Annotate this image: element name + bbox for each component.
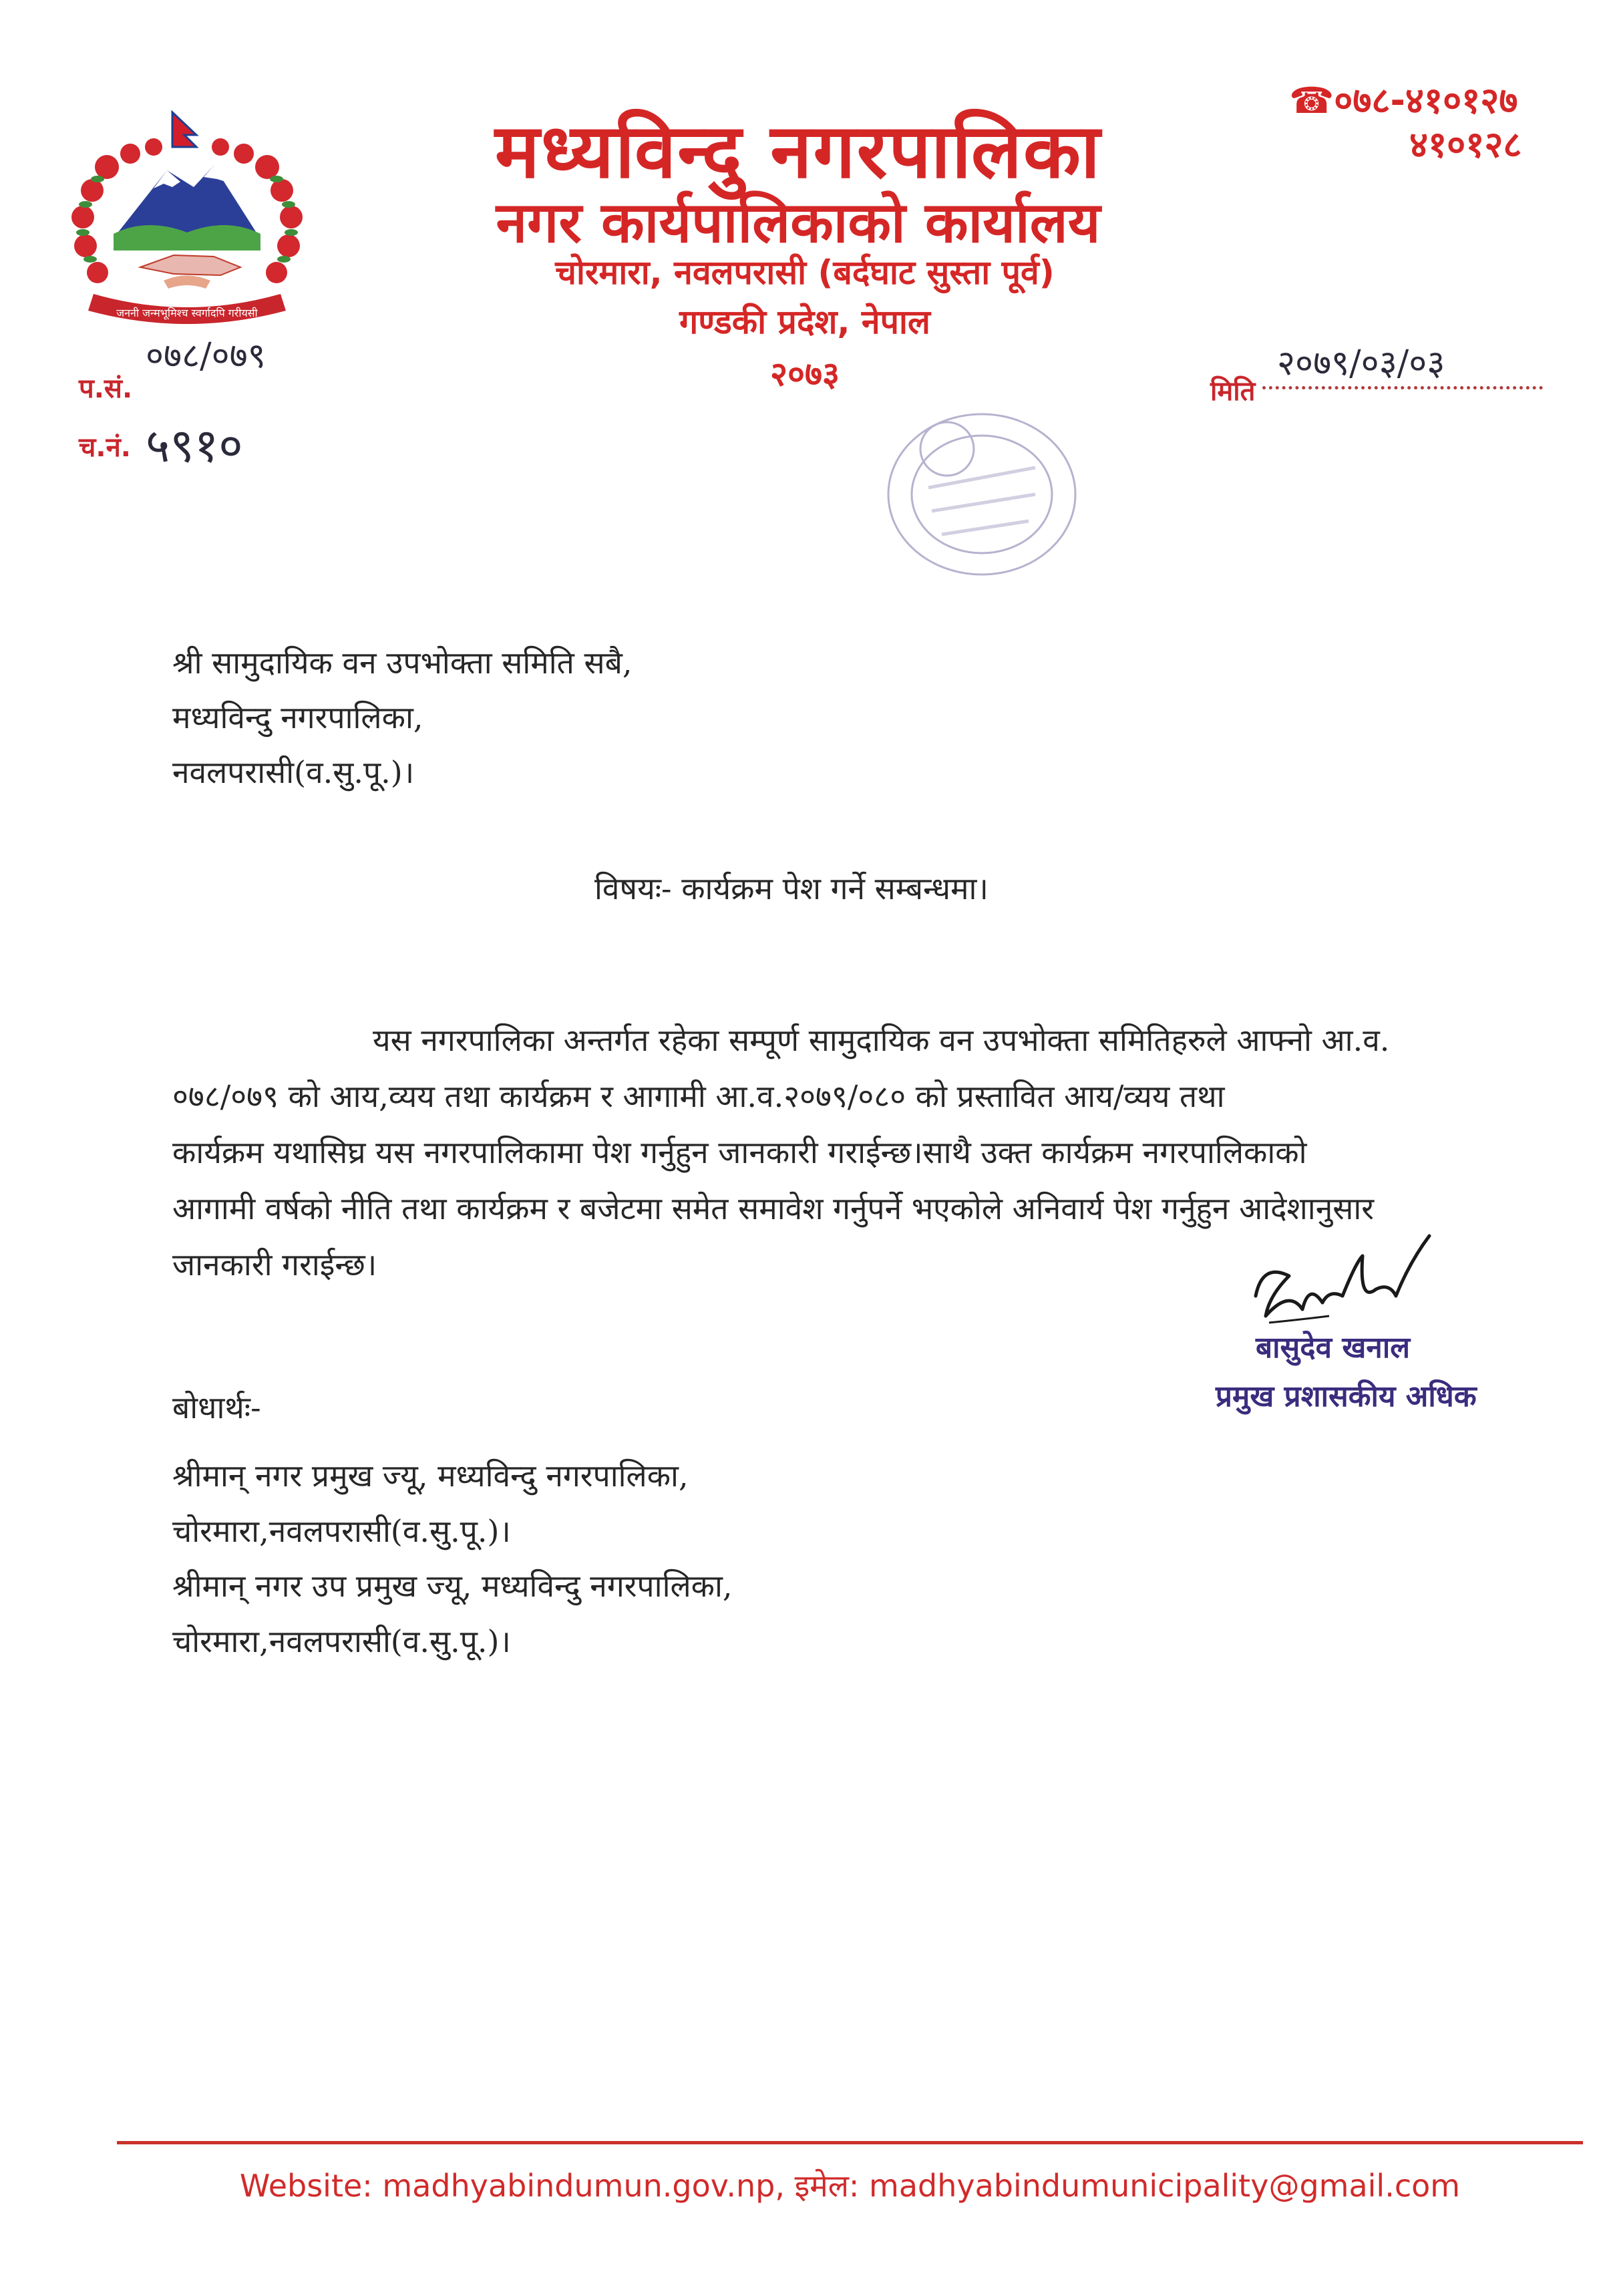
signatory-name-stamp: बासुदेव खनाल <box>1256 1331 1411 1365</box>
cc-line-3: श्रीमान् नगर उप प्रमुख ज्यू, मध्यविन्दु नगरपालिका, <box>172 1568 733 1604</box>
cn-label: च.नं. <box>79 432 131 463</box>
date-dotted-line <box>1262 386 1543 389</box>
footer-divider <box>117 2141 1583 2144</box>
address-line-1: चोरमारा, नवलपरासी (बर्दघाट सुस्ता पूर्व) <box>555 253 1055 292</box>
cc-heading: बोधार्थः- <box>172 1389 261 1426</box>
date-label: मिति <box>1210 376 1256 407</box>
ps-number-handwritten: ०७८/०७९ <box>146 336 266 376</box>
nepal-emblem-icon <box>53 107 321 347</box>
cn-number-handwritten: ५९१० <box>146 418 243 473</box>
phone-line-2: ४१०१२८ <box>1409 124 1522 166</box>
subject-line: विषयः- कार्यक्रम पेश गर्ने सम्बन्धमा। <box>594 870 989 907</box>
signatory-title-stamp: प्रमुख प्रशासकीय अधिक <box>1216 1379 1477 1414</box>
date-handwritten: २०७९/०३/०३ <box>1277 343 1445 383</box>
phone-line-1: ☎०७८-४१०१२७ <box>1289 79 1518 122</box>
body-line-5: जानकारी गराईन्छ। <box>172 1247 377 1283</box>
cc-line-4: चोरमारा,नवलपरासी(व.सु.पू.)। <box>172 1623 511 1659</box>
body-line-1: यस नगरपालिका अन्तर्गत रहेका सम्पूर्ण सामुदायिक वन उपभोक्ता समितिहरुले आफ्नो आ.व. <box>373 1022 1390 1058</box>
cc-line-2: चोरमारा,नवलपरासी(व.सु.पू.)। <box>172 1513 511 1549</box>
body-line-2: ०७८/०७९ को आय,व्यय तथा कार्यक्रम र आगामी आ.व.२०७९/०८० को प्रस्तावित आय/व्यय तथा <box>172 1078 1225 1114</box>
phone-numbers <box>1289 79 1583 167</box>
address-line-2: गण्डकी प्रदेश, नेपाल <box>679 303 930 341</box>
municipality-title: मध्यविन्दु नगरपालिका <box>494 108 1102 195</box>
established-year: २०७३ <box>770 355 840 393</box>
recipient-line-3: नवलपरासी(व.सु.पू.)। <box>172 754 415 790</box>
footer-contact: Website: madhyabindumun.gov.np, इमेल: madhyabindumunicipality@gmail.com <box>239 2168 1461 2204</box>
emblem-caption: जननी जन्मभूमिश्च स्वर्गादपि गरीयसी <box>116 307 258 319</box>
body-line-3: कार्यक्रम यथासिघ्र यस नगरपालिकामा पेश गर्नुहुन जानकारी गराईन्छ।साथै उक्त कार्यक्रम नगरपालिकाको <box>172 1134 1307 1170</box>
ps-label: प.सं. <box>79 373 133 404</box>
recipient-line-1: श्री सामुदायिक वन उपभोक्ता समिति सबै, <box>172 645 633 681</box>
body-line-4: आगामी वर्षको नीति तथा कार्यक्रम र बजेटमा समेत समावेश गर्नुपर्ने भएकोले अनिवार्य पेश गर्नुहुन आदेशानुसार <box>172 1190 1375 1226</box>
office-seal-stamp <box>868 394 1095 588</box>
office-title: नगर कार्यपालिकाको कार्यालय <box>496 190 1101 255</box>
recipient-line-2: मध्यविन्दु नगरपालिका, <box>172 699 423 735</box>
cc-line-1: श्रीमान् नगर प्रमुख ज्यू, मध्यविन्दु नगरपालिका, <box>172 1458 689 1494</box>
